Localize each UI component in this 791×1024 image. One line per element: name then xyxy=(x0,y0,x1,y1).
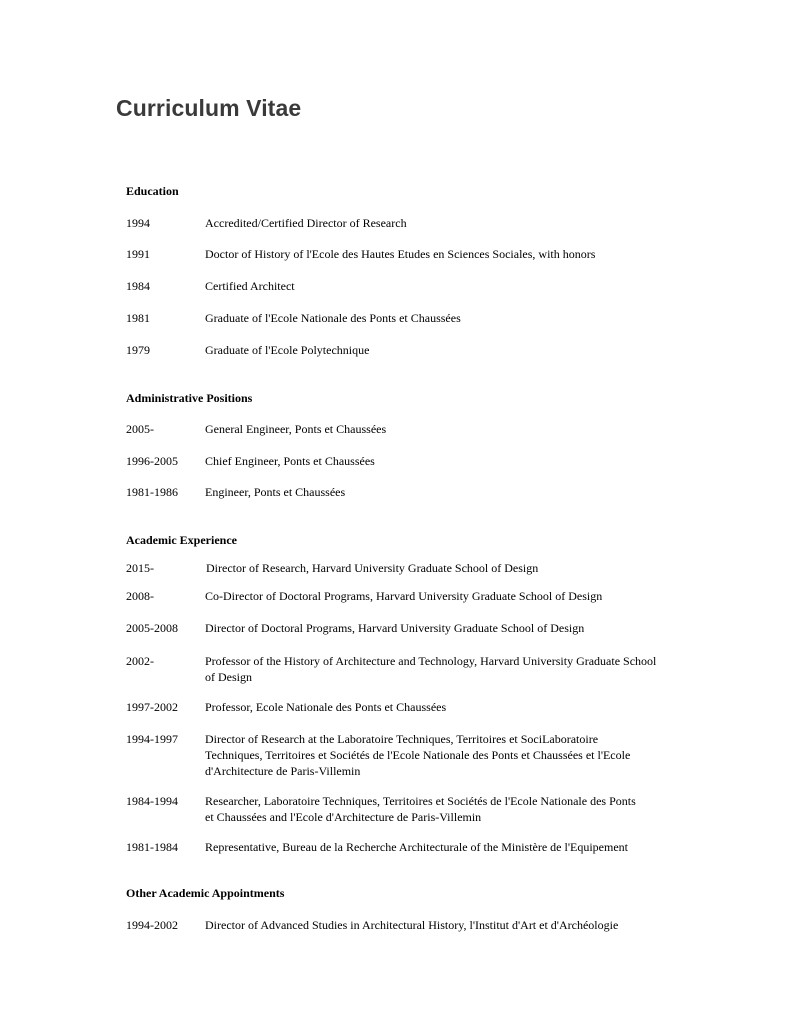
entry-text: Chief Engineer, Ponts et Chaussées xyxy=(205,454,375,468)
entry-year: 2002- xyxy=(126,654,154,668)
entry-text: Accredited/Certified Director of Research xyxy=(205,216,407,230)
entry-text: Director of Research, Harvard University Graduate School of Design xyxy=(206,561,539,575)
entry-text: Co-Director of Doctoral Programs, Harvard University Graduate School of Design xyxy=(205,589,603,603)
entry-text: Professor, Ecole Nationale des Ponts et Chaussées xyxy=(205,700,447,714)
entry-text: Director of Research at the Laboratoire Techniques, Territoires et SociLaboratoire Techniques, Territoires et Sociétés de l'Ecole Nationale des Ponts et Chaussées et l'Ecole d'Architecture de Paris-Villemin xyxy=(205,732,631,778)
entry-year: 1984-1994 xyxy=(126,794,178,808)
section-heading-administrative-positions: Administrative Positions xyxy=(126,391,253,405)
entry-year: 1991 xyxy=(126,247,150,261)
section-heading-academic-experience: Academic Experience xyxy=(126,533,237,547)
entry-text: Researcher, Laboratoire Techniques, Territoires et Sociétés de l'Ecole Nationale des Ponts et Chaussées and l'Ecole d'Architecture de Paris-Villemin xyxy=(205,794,636,824)
entry-text: Doctor of History of l'Ecole des Hautes Etudes en Sciences Sociales, with honors xyxy=(205,247,596,261)
entry-year: 1994-1997 xyxy=(126,732,178,746)
entry-year: 1981-1984 xyxy=(126,840,178,854)
section-heading-other-academic-appointments: Other Academic Appointments xyxy=(126,886,285,900)
entry-year: 1984 xyxy=(126,279,150,293)
entry-year: 1996-2005 xyxy=(126,454,178,468)
entry-year: 2005- xyxy=(126,422,154,436)
entry-text: General Engineer, Ponts et Chaussées xyxy=(205,422,387,436)
entry-text: Graduate of l'Ecole Polytechnique xyxy=(205,343,370,357)
entry-text: Professor of the History of Architecture and Technology, Harvard University Graduate School of Design xyxy=(205,654,657,684)
entry-year: 2008- xyxy=(126,589,154,603)
entry-year: 1981 xyxy=(126,311,150,325)
entry-text: Engineer, Ponts et Chaussées xyxy=(205,485,346,499)
entry-text: Director of Advanced Studies in Architectural History, l'Institut d'Art et d'Archéologie xyxy=(205,918,619,932)
entry-year: 1994-2002 xyxy=(126,918,178,932)
entry-year: 1997-2002 xyxy=(126,700,178,714)
entry-year: 1994 xyxy=(126,216,150,230)
entry-year: 1981-1986 xyxy=(126,485,178,499)
entry-year: 2015- xyxy=(126,561,154,575)
entry-text: Certified Architect xyxy=(205,279,295,293)
section-heading-education: Education xyxy=(126,184,179,198)
page-title: Curriculum Vitae xyxy=(116,95,302,121)
entry-text: Representative, Bureau de la Recherche Architecturale of the Ministère de l'Equipement xyxy=(205,840,628,854)
entry-year: 1979 xyxy=(126,343,150,357)
entry-text: Director of Doctoral Programs, Harvard University Graduate School of Design xyxy=(205,621,585,635)
entry-text: Graduate of l'Ecole Nationale des Ponts et Chaussées xyxy=(205,311,461,325)
entry-year: 2005-2008 xyxy=(126,621,178,635)
